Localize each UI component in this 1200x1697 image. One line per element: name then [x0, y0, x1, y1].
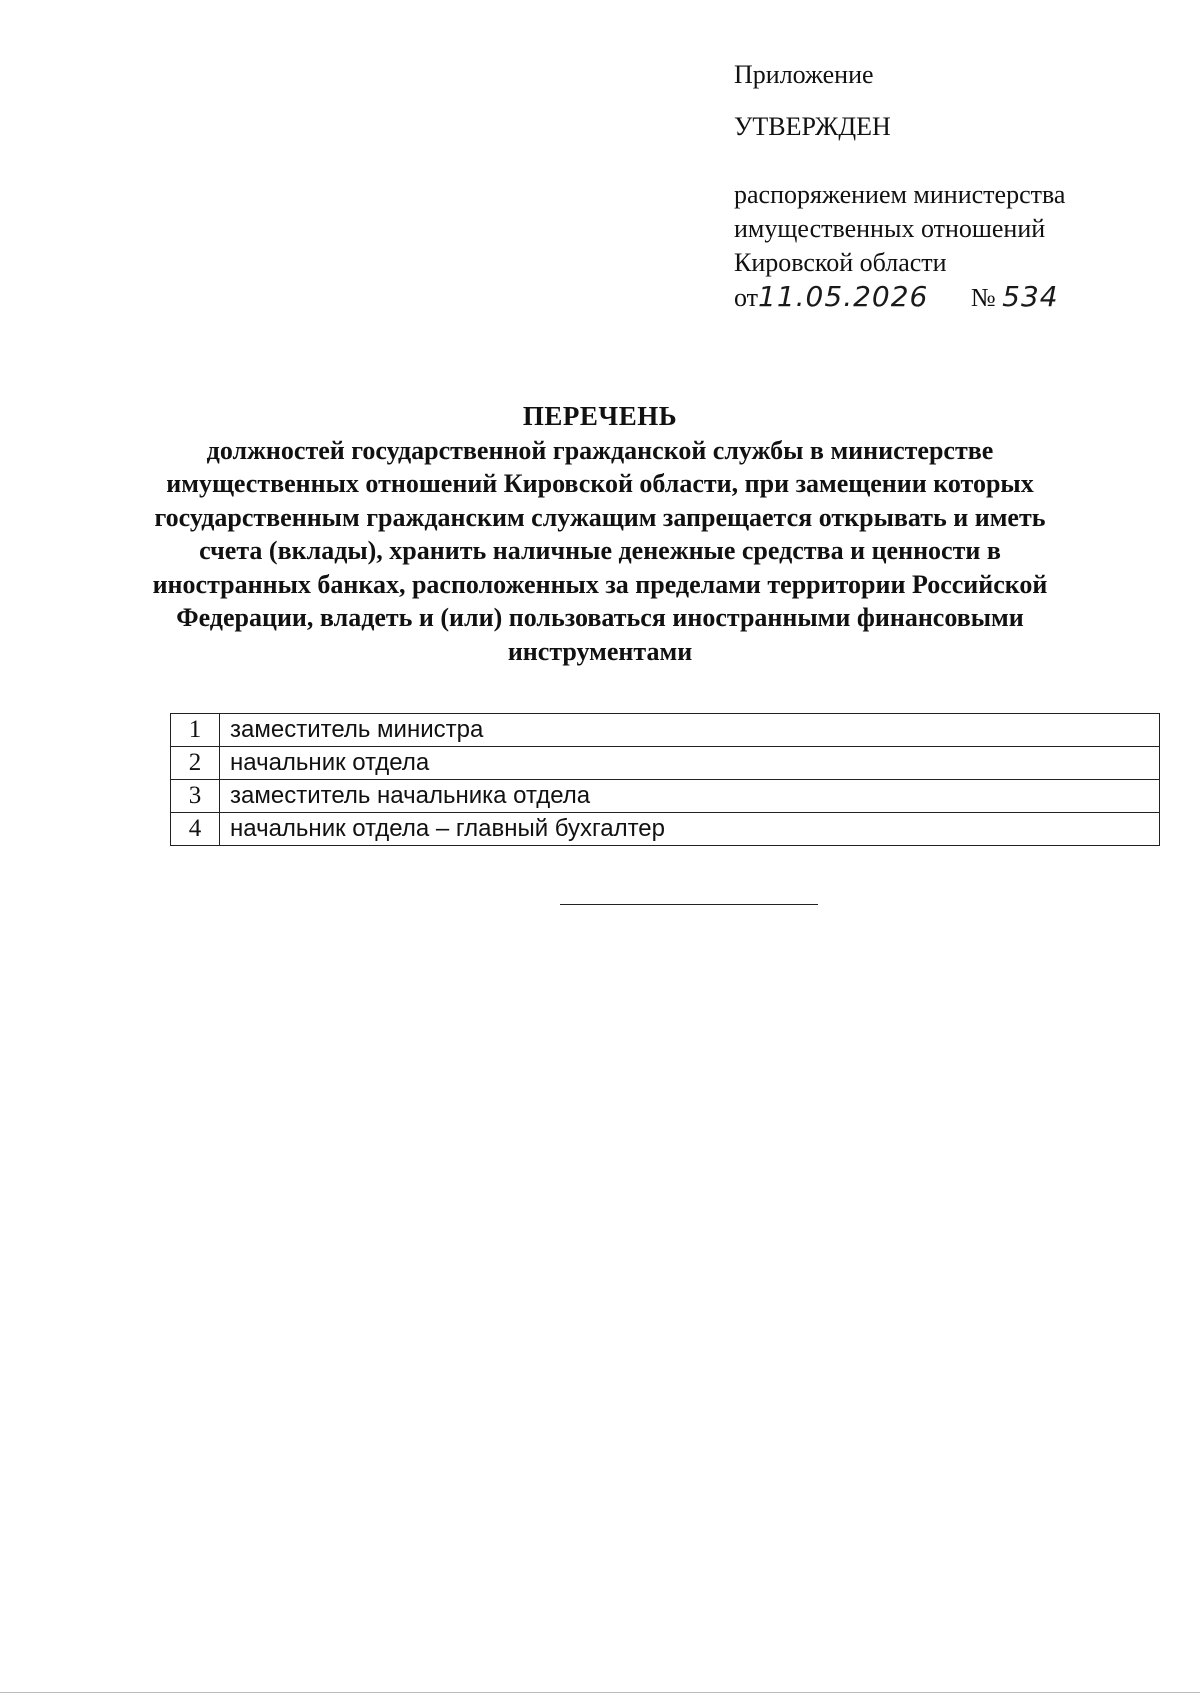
row-number: 3: [171, 780, 220, 813]
row-number: 2: [171, 747, 220, 780]
table-row: [171, 714, 1160, 747]
row-number: 1: [171, 714, 220, 747]
order-line-3: Кировской области: [734, 248, 947, 277]
subtitle-line: счета (вклады), хранить наличные денежные средства и ценности в: [199, 536, 1001, 565]
row-number: 4: [171, 813, 220, 846]
order-line-2: имущественных отношений: [734, 214, 1046, 243]
approval-block: [734, 58, 1154, 315]
handwritten-date: 11.05.2026: [758, 280, 929, 313]
approved-label: УТВЕРЖДЕН: [734, 112, 891, 141]
position-name: заместитель начальника отдела: [220, 780, 1160, 813]
appendix-label: Приложение: [734, 60, 874, 89]
subtitle-line: инструментами: [507, 636, 693, 666]
end-divider: [560, 904, 818, 905]
table-row: [171, 747, 1160, 780]
title-heading: ПЕРЕЧЕНЬ: [522, 401, 678, 431]
subtitle-line: Федерации, владеть и (или) пользоваться иностранными финансовыми: [176, 603, 1024, 632]
table-row: [171, 780, 1160, 813]
positions-table: [170, 713, 1160, 846]
subtitle-line: имущественных отношений Кировской области, при замещении которых: [166, 469, 1034, 498]
table-row: [171, 813, 1160, 846]
position-name: начальник отдела: [220, 747, 1160, 780]
subtitle-line: государственным гражданским служащим запрещается открывать и иметь: [154, 502, 1046, 532]
page-bottom-edge: [0, 1692, 1200, 1693]
subtitle-line: иностранных банках, расположенных за пределами территории Российской: [152, 569, 1048, 599]
order-line-1: распоряжением министерства: [734, 180, 1066, 209]
position-name: начальник отдела – главный бухгалтер: [220, 813, 1160, 846]
document-title: [150, 400, 1050, 668]
date-number-line: [734, 280, 1154, 315]
title-subtitle: [150, 434, 1050, 669]
from-label: от: [734, 283, 759, 312]
number-label: №: [970, 283, 996, 312]
position-name: заместитель министра: [220, 714, 1160, 747]
handwritten-number: 534: [1002, 280, 1059, 313]
subtitle-line: должностей государственной гражданской службы в министерстве: [206, 435, 994, 465]
